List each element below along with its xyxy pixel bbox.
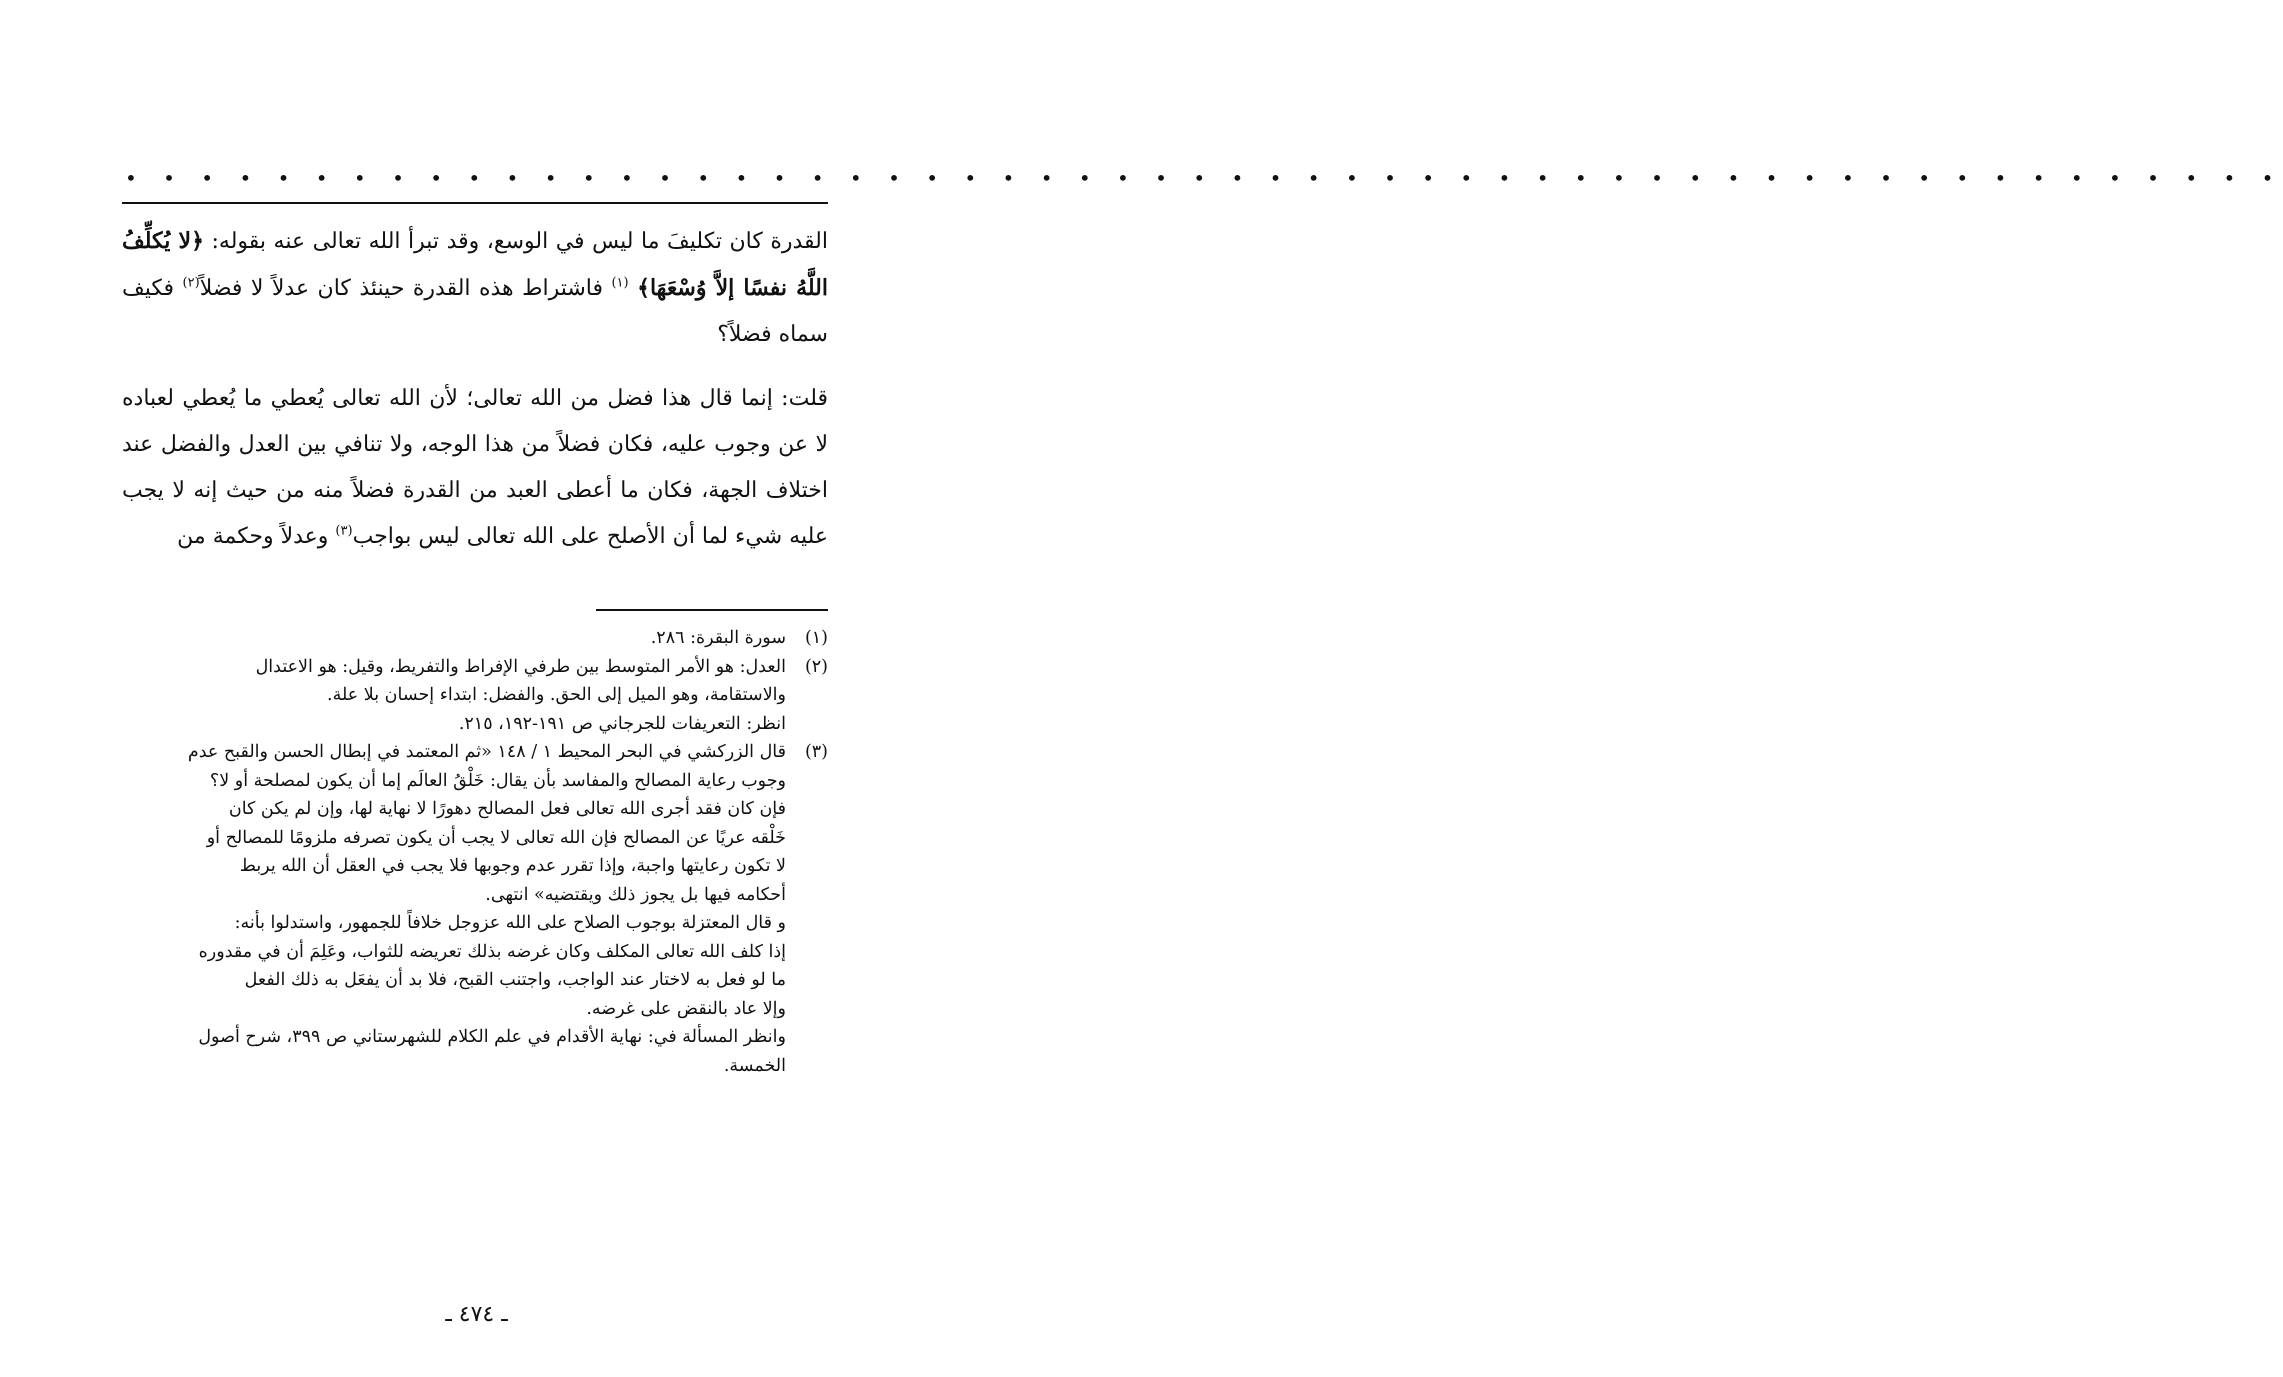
footnote-line: أحكامه فيها بل يجوز ذلك ويقتضيه» انتهى. bbox=[485, 884, 786, 905]
footnote-ref-2[interactable]: (٢) bbox=[182, 275, 200, 291]
paragraph-1-part-c: فكيف سماه فضلاً؟ bbox=[122, 276, 828, 347]
footnote-line: قال الزركشي في البحر المحيط ١ / ١٤٨ «ثم المعتمد في إبطال الحسن والقبح عدم bbox=[187, 742, 786, 762]
paragraph-2 bbox=[122, 376, 828, 560]
footnote-line: فإن كان فقد أجرى الله تعالى فعل المصالح دهورًا لا نهاية لها، وإن لم يكن كان bbox=[228, 799, 786, 819]
footnote-line: لا تكون رعايتها واجبة، وإذا تقرر عدم وجوبها فلا يجب في العقل أن الله يربط bbox=[239, 856, 786, 876]
footnote-line: وجوب رعاية المصالح والمفاسد بأن يقال: خَلْقُ العالَم إما أن يكون لمصلحة أو لا؟ bbox=[209, 770, 786, 791]
paragraph-1 bbox=[122, 218, 828, 358]
footnote-line: وإلا عاد بالنقض على غرضه. bbox=[586, 998, 786, 1019]
paragraph-2-part-b: وعدلاً وحكمة من bbox=[177, 524, 336, 549]
footnote-ref-1[interactable]: (١) bbox=[611, 275, 629, 291]
footnote-line: وانظر المسألة في: نهاية الأقدام في علم الكلام للشهرستاني ص ٣٩٩، شرح أصول bbox=[198, 1027, 786, 1047]
footnote-line: إذا كلف الله تعالى المكلف وكان غرضه بذلك تعريضه للثواب، وعَلِمَ أن في مقدوره bbox=[198, 941, 786, 962]
footnote-line: سورة البقرة: ٢٨٦. bbox=[650, 628, 786, 648]
footnote-rule bbox=[596, 609, 828, 611]
paragraph-1-part-b: فاشتراط هذه القدرة حينئذ كان عدلاً لا فضلاً bbox=[199, 276, 612, 301]
footnote-number: (٢) bbox=[804, 656, 828, 677]
footnote-2 bbox=[122, 653, 828, 739]
paragraph-2-part-a: قلت: إنما قال هذا فضل من الله تعالى؛ لأن الله تعالى يُعطي ما يُعطي لعباده لا عن وجوب عليه، فكان فضلاً من هذا الوجه، ولا تنافي بين العدل والفضل عند اختلاف الجهة، فكان ما أعطى العبد من القدرة فضلاً منه من حيث إنه لا يجب عليه شيء لما أن الأصلح على الله تعالى ليس بواجب bbox=[122, 386, 828, 549]
footnote-number: (٣) bbox=[804, 742, 828, 762]
footnote-1 bbox=[122, 624, 828, 653]
footnote-line: العدل: هو الأمر المتوسط بين طرفي الإفراط والتفريط، وقيل: هو الاعتدال bbox=[255, 656, 786, 677]
footnote-line: والاستقامة، وهو الميل إلى الحق. والفضل: ابتداء إحسان بلا علة. bbox=[327, 685, 786, 705]
separator-dots: • • • • • • • • • • • • • • • • • • • • • • • • • • • • • • • • • • • • • • • • • • • • • • • • • • • • • • • • • bbox=[125, 166, 2283, 190]
footnote-line: ما لو فعل به لاختار عند الواجب، واجتنب القبح، فلا بد أن يفعَل به ذلك الفعل bbox=[244, 970, 786, 990]
footnote-3 bbox=[122, 738, 828, 1080]
footnote-line: خَلْقه عريًا عن المصالح فإن الله تعالى لا يجب أن يكون تصرفه ملزومًا للمصالح أو bbox=[206, 827, 786, 848]
footnote-line: الخمسة. bbox=[723, 1055, 786, 1076]
footnote-number: (١) bbox=[804, 628, 828, 648]
footnote-line: و قال المعتزلة بوجوب الصلاح على الله عزوجل خلافاً للجمهور، واستدلوا بأنه: bbox=[234, 913, 786, 933]
footnotes bbox=[122, 624, 828, 1080]
page-number: ـ ٤٧٤ ـ bbox=[445, 1302, 508, 1327]
top-rule bbox=[122, 202, 828, 204]
main-text bbox=[122, 218, 828, 560]
footnote-ref-3[interactable]: (٣) bbox=[335, 523, 353, 539]
quran-verse: ﴿لا يُكلِّفُ اللَّهُ نفسًا إلاَّ وُسْعَهَا﴾ bbox=[122, 228, 828, 301]
paragraph-1-part-a: القدرة كان تكليفَ ما ليس في الوسع، وقد تبرأ الله تعالى عنه بقوله: bbox=[203, 229, 829, 254]
footnote-line: انظر: التعريفات للجرجاني ص ١٩١-١٩٢، ٢١٥. bbox=[458, 713, 786, 734]
